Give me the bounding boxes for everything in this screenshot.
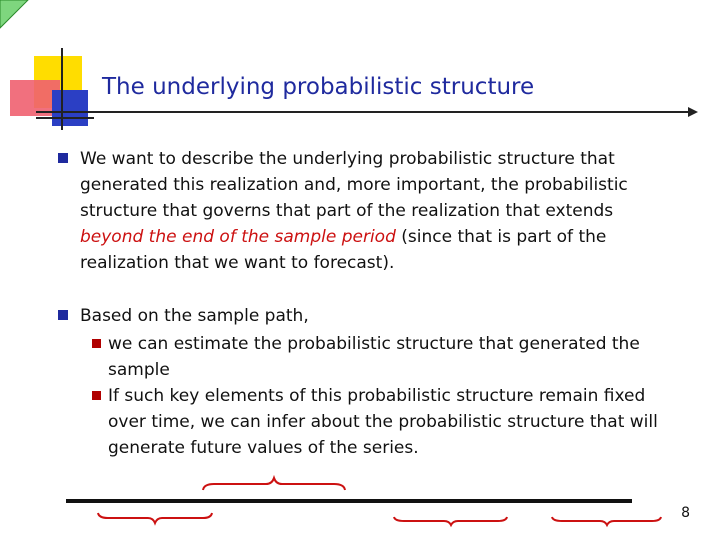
bullet-1-line-5: realization that we want to forecast). (80, 253, 395, 273)
bullet-1-line-4-rest: (since that is part of the (395, 227, 607, 247)
sub-bullet-2-line-1: If such key elements of this probabilistic structure remain fixed (108, 386, 646, 406)
brace-bottom-middle (394, 517, 507, 525)
emphasis-text: beyond the end of the sample period (80, 227, 396, 247)
sub-bullet-2-line-2: over time, we can infer about the probabilistic structure that will (108, 412, 658, 432)
sub-bullet-1-line-2: sample (108, 360, 170, 380)
bullet-1-line-3: structure that governs that part of the realization that extends (80, 201, 614, 221)
brace-top (203, 478, 345, 490)
sub-bullet-1-line-1: we can estimate the probabilistic structure that generated the (108, 334, 640, 354)
page-number: 8 (681, 505, 690, 521)
bullet-1-line-2: generated this realization and, more important, the probabilistic (80, 175, 628, 195)
slide-title: The underlying probabilistic structure (102, 74, 535, 100)
bullet-1-line-1: We want to describe the underlying probabilistic structure that (80, 149, 615, 169)
bullet-2-text: Based on the sample path, (80, 306, 309, 326)
sub-bullet-2-line-3: generate future values of the series. (108, 438, 419, 458)
brace-bottom-left (98, 513, 212, 523)
brace-bottom-right (552, 517, 661, 525)
